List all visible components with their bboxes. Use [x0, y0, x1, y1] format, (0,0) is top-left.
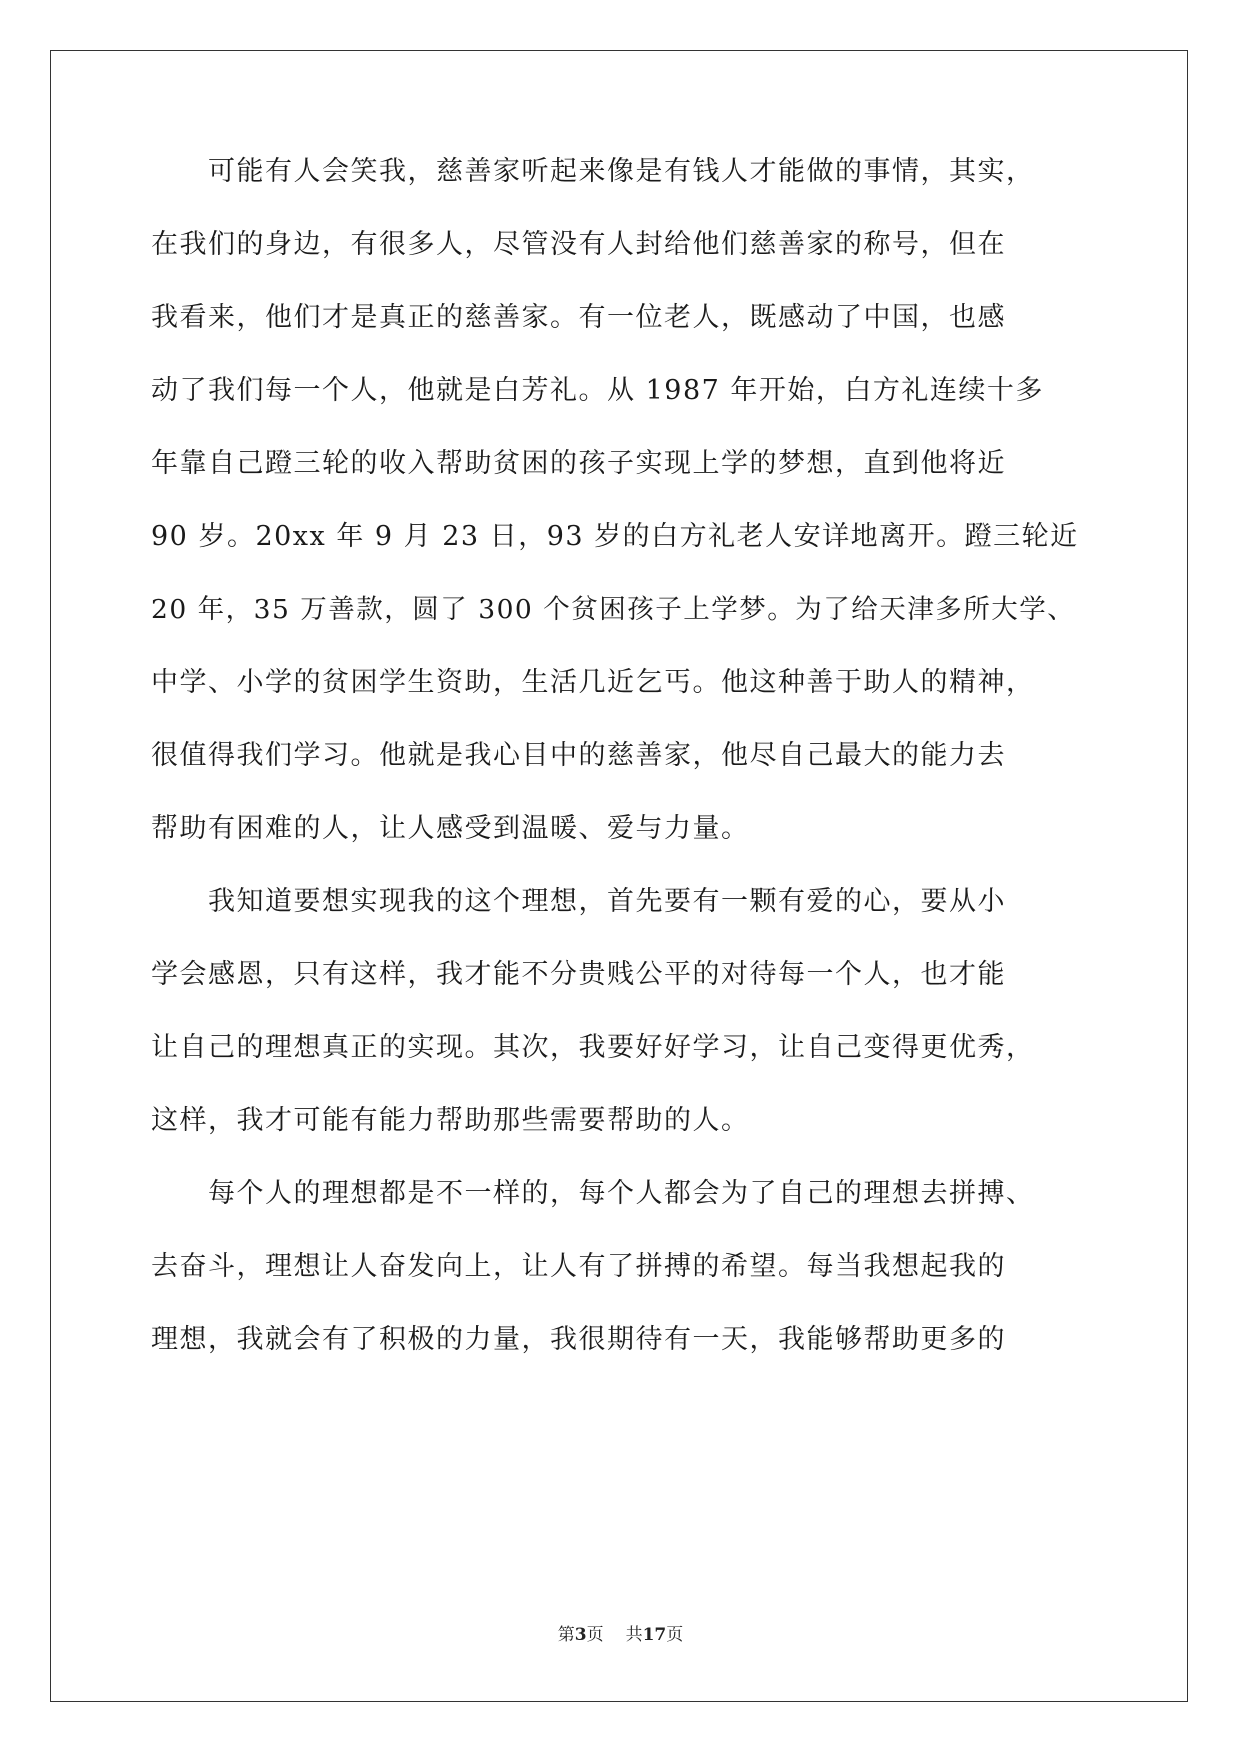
total-suffix: 页 — [666, 1625, 684, 1645]
text-line: 可能有人会笑我，慈善家听起来像是有钱人才能做的事情，其实， — [151, 156, 1035, 187]
page-prefix: 第 — [557, 1625, 575, 1645]
page-current: 3 — [574, 1625, 587, 1645]
text-line: 动了我们每一个人，他就是白芳礼。从 1987 年开始，白方礼连续十多 — [151, 375, 1044, 406]
text-line: 90 岁。20xx 年 9 月 23 日，93 岁的白方礼老人安详地离开。蹬三轮近 — [151, 521, 1079, 552]
text-line: 中学、小学的贫困学生资助，生活几近乞丐。他这种善于助人的精神， — [151, 667, 1035, 698]
text-line: 帮助有困难的人，让人感受到温暖、爱与力量。 — [151, 813, 750, 844]
page-suffix: 页 — [586, 1625, 604, 1645]
text-line: 我看来，他们才是真正的慈善家。有一位老人，既感动了中国，也感 — [151, 302, 1006, 333]
text-line: 理想，我就会有了积极的力量，我很期待有一天，我能够帮助更多的 — [151, 1324, 1006, 1355]
page-total: 17 — [642, 1625, 667, 1645]
text-line: 年靠自己蹬三轮的收入帮助贫困的孩子实现上学的梦想，直到他将近 — [151, 448, 1006, 479]
text-line: 学会感恩，只有这样，我才能不分贵贱公平的对待每一个人，也才能 — [151, 959, 1006, 990]
page-footer — [0, 1624, 1241, 1646]
text-line: 我知道要想实现我的这个理想，首先要有一颗有爱的心，要从小 — [151, 886, 1006, 917]
text-line: 20 年，35 万善款，圆了 300 个贫困孩子上学梦。为了给天津多所大学、 — [151, 594, 1076, 625]
total-prefix: 共 — [625, 1625, 643, 1645]
text-line: 让自己的理想真正的实现。其次，我要好好学习，让自己变得更优秀， — [151, 1032, 1035, 1063]
text-line: 很值得我们学习。他就是我心目中的慈善家，他尽自己最大的能力去 — [151, 740, 1006, 771]
text-line: 在我们的身边，有很多人，尽管没有人封给他们慈善家的称号，但在 — [151, 229, 1006, 260]
text-line: 每个人的理想都是不一样的，每个人都会为了自己的理想去拼搏、 — [151, 1178, 1035, 1209]
text-line: 去奋斗，理想让人奋发向上，让人有了拼搏的希望。每当我想起我的 — [151, 1251, 1006, 1282]
text-line: 这样，我才可能有能力帮助那些需要帮助的人。 — [151, 1105, 750, 1136]
